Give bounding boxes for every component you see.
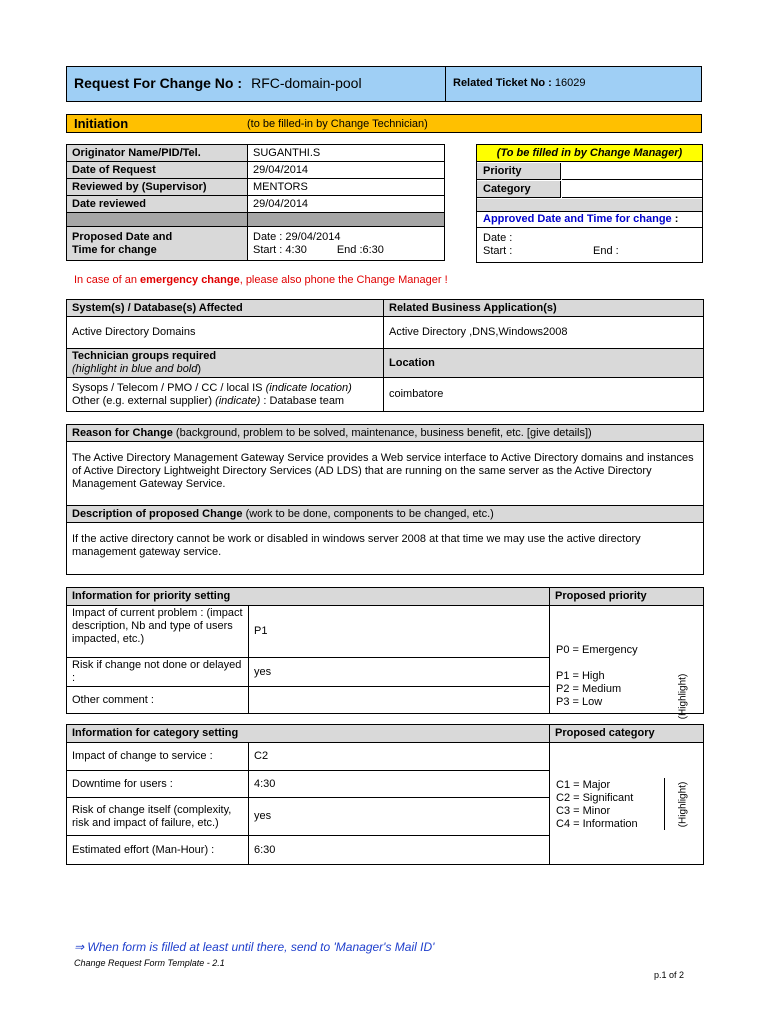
business-app-value: Active Directory ,DNS,Windows2008 [384, 317, 704, 349]
manager-box-title: (To be filled in by Change Manager) [477, 145, 702, 162]
send-instruction: ⇒ When form is filled at least until there, send to 'Manager's Mail ID' [74, 940, 435, 954]
systems-table [66, 299, 704, 412]
rfc-header-bar [66, 66, 702, 102]
risk-change-value: yes [249, 798, 550, 836]
systems-header: System(s) / Database(s) Affected [67, 300, 384, 317]
date-request-label: Date of Request [67, 162, 248, 179]
risk-label: Risk if change not done or delayed : [67, 658, 249, 687]
priority-option: P0 = Emergency [556, 644, 638, 656]
category-highlight-label: (Highlight) [677, 781, 689, 828]
proposed-date-value: Date : 29/04/2014 Start : 4:30 End :6:30 [248, 227, 445, 261]
initiation-bar [66, 114, 702, 133]
description-body: If the active directory cannot be work or disabled in windows server 2008 at that time we may use the active directory management gateway service. [67, 523, 704, 575]
reason-table [66, 424, 704, 575]
effort-label: Estimated effort (Man-Hour) : [67, 836, 249, 865]
downtime-value: 4:30 [249, 771, 550, 798]
description-header: Description of proposed Change (work to be done, components to be changed, etc.) [67, 506, 704, 523]
approved-start-label: Start : [483, 245, 513, 257]
systems-value: Active Directory Domains [67, 317, 384, 349]
approved-end-label: End : [593, 245, 619, 257]
category-divider [664, 778, 665, 830]
category-input[interactable] [562, 181, 702, 198]
category-option: C4 = Information [556, 818, 638, 830]
risk-value: yes [249, 658, 550, 687]
category-info-header: Information for category setting [67, 725, 550, 743]
approved-label: Approved Date and Time for change : [477, 213, 702, 228]
category-option: C3 = Minor [556, 805, 611, 817]
effort-value: 6:30 [249, 836, 550, 865]
technician-groups-value: Sysops / Telecom / PMO / CC / local IS (indicate location) Other (e.g. external supplier) (indicate) : Database team [67, 378, 384, 412]
date-reviewed-value: 29/04/2014 [248, 196, 445, 213]
category-option: C2 = Significant [556, 792, 634, 804]
impact-service-label: Impact of change to service : [67, 743, 249, 771]
emergency-note: In case of an emergency change, please also phone the Change Manager ! [74, 274, 448, 286]
reason-body: The Active Directory Management Gateway Service provides a Web service interface to Active Directory domains and instances of Active Directory Lightweight Directory Services (AD LDS) that are running on the same server as the Active Directory Management Gateway Service. [67, 442, 704, 506]
impact-current-value: P1 [249, 606, 550, 658]
priority-table [66, 587, 704, 720]
arrow-icon: ⇒ [74, 940, 85, 954]
business-app-header: Related Business Application(s) [384, 300, 704, 317]
rfc-value: RFC-domain-pool [251, 75, 362, 91]
separator-cell [477, 199, 702, 212]
ticket-label: Related Ticket No : [453, 77, 552, 89]
location-value: coimbatore [384, 378, 704, 412]
other-comment-label: Other comment : [67, 687, 249, 714]
date-reviewed-label: Date reviewed [67, 196, 248, 213]
separator-cell [67, 213, 248, 227]
technician-groups-header: Technician groups required (highlight in blue and bold) [67, 349, 384, 378]
priority-option: P3 = Low [556, 696, 603, 708]
initiation-title: Initiation [74, 116, 129, 131]
other-comment-value [249, 687, 550, 714]
priority-option: P2 = Medium [556, 683, 622, 695]
rfc-label: Request For Change No : [74, 75, 243, 91]
initiation-note: (to be filled-in by Change Technician) [247, 118, 428, 130]
rfc-number-cell [67, 67, 446, 101]
priority-input[interactable] [562, 163, 702, 180]
originator-value: SUGANTHI.S [248, 145, 445, 162]
risk-change-label: Risk of change itself (complexity, risk and impact of failure, etc.) [67, 798, 249, 836]
separator-cell [248, 213, 445, 227]
template-label: Change Request Form Template - 2.1 [74, 958, 225, 968]
priority-info-header: Information for priority setting [67, 588, 550, 606]
proposed-date-label: Proposed Date and Time for change [67, 227, 248, 261]
ticket-value: 16029 [554, 77, 586, 89]
category-label: Category [477, 181, 561, 198]
priority-option: P1 = High [556, 670, 605, 682]
approved-date-label: Date : [483, 232, 513, 244]
date-request-value: 29/04/2014 [248, 162, 445, 179]
category-table [66, 724, 704, 865]
originator-label: Originator Name/PID/Tel. [67, 145, 248, 162]
proposed-category-header: Proposed category [550, 725, 704, 743]
proposed-priority-header: Proposed priority [550, 588, 704, 606]
location-header: Location [384, 349, 704, 378]
reviewed-by-value: MENTORS [248, 179, 445, 196]
impact-current-label: Impact of current problem : (impact description, Nb and type of users impacted, etc.) [67, 606, 249, 658]
priority-highlight-label: (Highlight) [677, 673, 689, 720]
category-option: C1 = Major [556, 779, 611, 791]
category-options-cell [550, 743, 704, 865]
impact-service-value: C2 [249, 743, 550, 771]
originator-table [66, 144, 445, 261]
downtime-label: Downtime for users : [67, 771, 249, 798]
reason-header: Reason for Change (background, problem to be solved, maintenance, business benefit, etc. [give details]) [67, 425, 704, 442]
manager-box [476, 144, 703, 263]
page-number: p.1 of 2 [654, 970, 685, 980]
priority-options-cell [550, 606, 704, 720]
priority-label: Priority [477, 163, 561, 180]
reviewed-by-label: Reviewed by (Supervisor) [67, 179, 248, 196]
ticket-cell [453, 77, 585, 89]
